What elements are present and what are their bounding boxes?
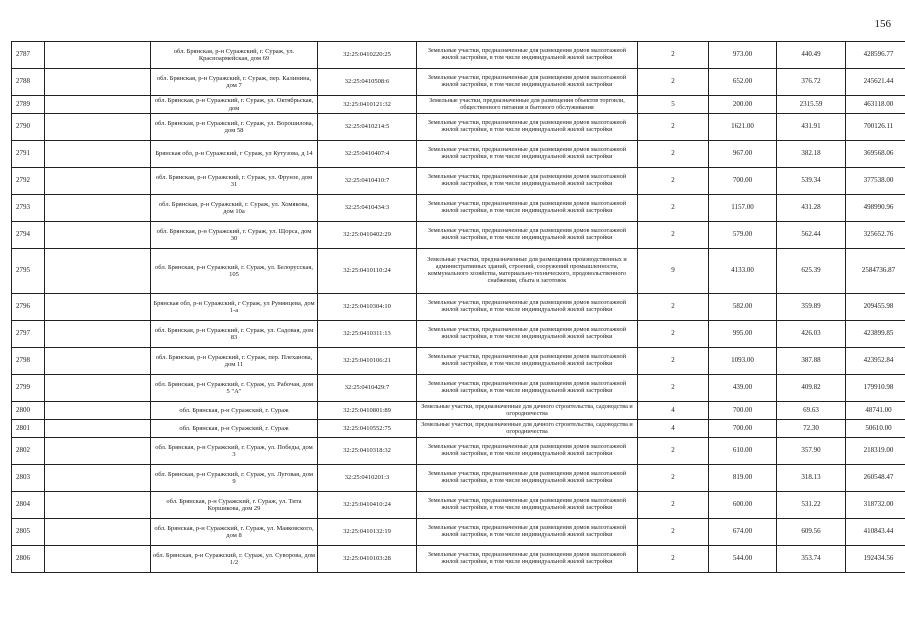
specific-value-cell: 431.28: [777, 195, 846, 222]
empty-cell: [45, 69, 151, 96]
row-number: 2799: [12, 375, 45, 402]
area-cell: 700.00: [709, 402, 777, 420]
land-use-cell: Земельные участки, предназначенные для размещения объектов торговли, общественного питания и бытового обслуживания: [417, 96, 638, 114]
address-cell: Брянская обл, р-н Суражский, г Сураж, ул Румянцева, дом 1-а: [151, 294, 318, 321]
land-use-cell: Земельные участки, предназначенные для размещения домов малоэтажной жилой застройки, в том числе индивидуальной жилой застройки: [417, 69, 638, 96]
table-row: [12, 519, 905, 546]
address-cell: обл. Брянская, р-н Суражский, г. Сураж, ул. Октябрьская, дом: [151, 96, 318, 114]
row-number: 2793: [12, 195, 45, 222]
land-use-cell: Земельные участки, предназначенные для размещения домов малоэтажной жилой застройки, в том числе индивидуальной жилой застройки: [417, 195, 638, 222]
group-cell: 5: [638, 96, 709, 114]
area-cell: 579.00: [709, 222, 777, 249]
row-number: 2803: [12, 465, 45, 492]
group-cell: 2: [638, 222, 709, 249]
empty-cell: [45, 249, 151, 294]
row-number: 2787: [12, 42, 45, 69]
empty-cell: [45, 402, 151, 420]
row-number: 2801: [12, 420, 45, 438]
cadastral-value-cell: 2584736.87: [846, 249, 905, 294]
table-row: [12, 222, 905, 249]
cadastral-value-cell: 318732.00: [846, 492, 905, 519]
row-number: 2804: [12, 492, 45, 519]
area-cell: 700.00: [709, 420, 777, 438]
cadastral-value-cell: 410843.44: [846, 519, 905, 546]
area-cell: 995.00: [709, 321, 777, 348]
land-use-cell: Земельные участки, предназначенные для размещения домов малоэтажной жилой застройки, в том числе индивидуальной жилой застройки: [417, 348, 638, 375]
empty-cell: [45, 492, 151, 519]
table-row: [12, 114, 905, 141]
cadastral-value-cell: 369568.06: [846, 141, 905, 168]
cadastral-value-cell: 377538.00: [846, 168, 905, 195]
empty-cell: [45, 375, 151, 402]
address-cell: обл. Брянская, р-н Суражский, г. Сураж: [151, 402, 318, 420]
area-cell: 4133.00: [709, 249, 777, 294]
area-cell: 652.00: [709, 69, 777, 96]
area-cell: 973.00: [709, 42, 777, 69]
table-row: [12, 546, 905, 573]
land-use-cell: Земельные участки, предназначенные для размещения домов малоэтажной жилой застройки, в том числе индивидуальной жилой застройки: [417, 492, 638, 519]
cadastral-number-cell: 32:25:0410410:7: [318, 168, 417, 195]
specific-value-cell: 353.74: [777, 546, 846, 573]
row-number: 2805: [12, 519, 45, 546]
specific-value-cell: 625.39: [777, 249, 846, 294]
row-number: 2794: [12, 222, 45, 249]
address-cell: обл. Брянская, р-н Суражский, г. Сураж, ул. Белорусская, 105: [151, 249, 318, 294]
row-number: 2797: [12, 321, 45, 348]
specific-value-cell: 609.56: [777, 519, 846, 546]
address-cell: обл. Брянская, р-н Суражский, г. Сураж, ул. Фрунзе, дом 31: [151, 168, 318, 195]
cadastral-number-cell: 32:25:0410106:21: [318, 348, 417, 375]
specific-value-cell: 440.49: [777, 42, 846, 69]
table-row: [12, 168, 905, 195]
table-body: [12, 42, 905, 573]
land-use-cell: Земельные участки, предназначенные для размещения домов малоэтажной жилой застройки, в том числе индивидуальной жилой застройки: [417, 519, 638, 546]
address-cell: обл. Брянская, р-н Суражский, г. Сураж: [151, 420, 318, 438]
row-number: 2800: [12, 402, 45, 420]
land-use-cell: Земельные участки, предназначенные для размещения домов малоэтажной жилой застройки, в том числе индивидуальной жилой застройки: [417, 294, 638, 321]
group-cell: 2: [638, 438, 709, 465]
area-cell: 819.00: [709, 465, 777, 492]
address-cell: обл. Брянская, р-н Суражский, г. Сураж, ул. Тита Коршикова, дом 29: [151, 492, 318, 519]
specific-value-cell: 318.13: [777, 465, 846, 492]
area-cell: 582.00: [709, 294, 777, 321]
land-use-cell: Земельные участки, предназначенные для размещения домов малоэтажной жилой застройки, в том числе индивидуальной жилой застройки: [417, 321, 638, 348]
specific-value-cell: 562.44: [777, 222, 846, 249]
group-cell: 2: [638, 519, 709, 546]
land-use-cell: Земельные участки, предназначенные для размещения домов малоэтажной жилой застройки, в том числе индивидуальной жилой застройки: [417, 375, 638, 402]
group-cell: 2: [638, 114, 709, 141]
cadastral-number-cell: 32:25:0410801:89: [318, 402, 417, 420]
specific-value-cell: 69.63: [777, 402, 846, 420]
area-cell: 1157.00: [709, 195, 777, 222]
address-cell: Брянская обл, р-н Суражский, г Сураж, ул Кутузова, д 14: [151, 141, 318, 168]
table-row: [12, 42, 905, 69]
group-cell: 2: [638, 69, 709, 96]
cadastral-number-cell: 32:25:0410121:32: [318, 96, 417, 114]
row-number: 2792: [12, 168, 45, 195]
empty-cell: [45, 96, 151, 114]
land-use-cell: Земельные участки, предназначенные для дачного строительства, садоводства и огородничества: [417, 420, 638, 438]
area-cell: 700.00: [709, 168, 777, 195]
land-use-cell: Земельные участки, предназначенные для размещения домов малоэтажной жилой застройки, в том числе индивидуальной жилой застройки: [417, 438, 638, 465]
address-cell: обл. Брянская, р-н Суражский, г. Сураж, ул. Щорса, дом 30: [151, 222, 318, 249]
cadastral-number-cell: 32:25:0410402:29: [318, 222, 417, 249]
cadastral-value-cell: 423899.85: [846, 321, 905, 348]
empty-cell: [45, 195, 151, 222]
group-cell: 2: [638, 321, 709, 348]
group-cell: 2: [638, 492, 709, 519]
table-row: [12, 402, 905, 420]
cadastral-number-cell: 32:25:0410132:19: [318, 519, 417, 546]
specific-value-cell: 387.88: [777, 348, 846, 375]
empty-cell: [45, 546, 151, 573]
row-number: 2806: [12, 546, 45, 573]
row-number: 2790: [12, 114, 45, 141]
specific-value-cell: 357.90: [777, 438, 846, 465]
land-use-cell: Земельные участки, предназначенные для размещения домов малоэтажной жилой застройки, в том числе индивидуальной жилой застройки: [417, 42, 638, 69]
area-cell: 439.00: [709, 375, 777, 402]
cadastral-value-cell: 245621.44: [846, 69, 905, 96]
land-use-cell: Земельные участки, предназначенные для размещения домов малоэтажной жилой застройки, в том числе индивидуальной жилой застройки: [417, 465, 638, 492]
row-number: 2802: [12, 438, 45, 465]
table-row: [12, 195, 905, 222]
empty-cell: [45, 114, 151, 141]
empty-cell: [45, 321, 151, 348]
land-use-cell: Земельные участки, предназначенные для размещения домов малоэтажной жилой застройки, в том числе индивидуальной жилой застройки: [417, 222, 638, 249]
row-number: 2791: [12, 141, 45, 168]
address-cell: обл. Брянская, р-н Суражский, г. Сураж, пер. Плеханова, дом 11: [151, 348, 318, 375]
cadastral-value-cell: 498990.96: [846, 195, 905, 222]
group-cell: 4: [638, 420, 709, 438]
cadastral-value-cell: 260548.47: [846, 465, 905, 492]
cadastral-value-cell: 428596.77: [846, 42, 905, 69]
cadastral-value-cell: 48741.00: [846, 402, 905, 420]
cadastral-value-cell: 218319.00: [846, 438, 905, 465]
cadastral-number-cell: 32:25:0410429:7: [318, 375, 417, 402]
cadastral-number-cell: 32:25:0410201:3: [318, 465, 417, 492]
group-cell: 2: [638, 168, 709, 195]
cadastral-number-cell: 32:25:0410304:10: [318, 294, 417, 321]
land-use-cell: Земельные участки, предназначенные для размещения домов малоэтажной жилой застройки, в том числе индивидуальной жилой застройки: [417, 168, 638, 195]
specific-value-cell: 382.18: [777, 141, 846, 168]
specific-value-cell: 409.82: [777, 375, 846, 402]
empty-cell: [45, 141, 151, 168]
group-cell: 2: [638, 42, 709, 69]
cadastral-value-table: [11, 41, 905, 573]
empty-cell: [45, 465, 151, 492]
cadastral-value-cell: 463118.00: [846, 96, 905, 114]
empty-cell: [45, 222, 151, 249]
cadastral-value-cell: 423952.84: [846, 348, 905, 375]
table-row: [12, 420, 905, 438]
table-row: [12, 348, 905, 375]
cadastral-value-cell: 325652.76: [846, 222, 905, 249]
table-row: [12, 69, 905, 96]
group-cell: 2: [638, 294, 709, 321]
cadastral-number-cell: 32:25:0410110:24: [318, 249, 417, 294]
table-row: [12, 321, 905, 348]
cadastral-number-cell: 32:25:0410220:25: [318, 42, 417, 69]
address-cell: обл. Брянская, р-н Суражский, г. Сураж, ул. Рабочая, дом 5 "А": [151, 375, 318, 402]
address-cell: обл. Брянская, р-н Суражский, г. Сураж, ул. Луговая, дом 9: [151, 465, 318, 492]
empty-cell: [45, 420, 151, 438]
group-cell: 2: [638, 546, 709, 573]
empty-cell: [45, 519, 151, 546]
table-row: [12, 438, 905, 465]
specific-value-cell: 431.91: [777, 114, 846, 141]
cadastral-number-cell: 32:25:0410318:32: [318, 438, 417, 465]
table-row: [12, 492, 905, 519]
area-cell: 544.00: [709, 546, 777, 573]
land-use-cell: Земельные участки, предназначенные для размещения производственных и административных зданий, строений, сооружений промышленности, коммунального хозяйства, материально-технического, продовольственного снабжения, сбыта и заготовок: [417, 249, 638, 294]
land-use-cell: Земельные участки, предназначенные для дачного строительства, садоводства и огородничества: [417, 402, 638, 420]
specific-value-cell: 359.89: [777, 294, 846, 321]
cadastral-value-cell: 179910.98: [846, 375, 905, 402]
address-cell: обл. Брянская, р-н Суражский, г. Сураж, ул. Хомякова, дом 10а: [151, 195, 318, 222]
specific-value-cell: 426.03: [777, 321, 846, 348]
group-cell: 9: [638, 249, 709, 294]
cadastral-number-cell: 32:25:0410410:24: [318, 492, 417, 519]
group-cell: 2: [638, 348, 709, 375]
table-row: [12, 141, 905, 168]
area-cell: 600.00: [709, 492, 777, 519]
cadastral-value-cell: 700126.11: [846, 114, 905, 141]
specific-value-cell: 72.30: [777, 420, 846, 438]
empty-cell: [45, 348, 151, 375]
address-cell: обл. Брянская, р-н Суражский, г. Сураж, ул. Суворова, дом 1/2: [151, 546, 318, 573]
row-number: 2798: [12, 348, 45, 375]
area-cell: 967.00: [709, 141, 777, 168]
address-cell: обл. Брянская, р-н Суражский, г. Сураж, пер. Калинина, дом 7: [151, 69, 318, 96]
cadastral-value-cell: 209455.98: [846, 294, 905, 321]
empty-cell: [45, 168, 151, 195]
specific-value-cell: 2315.59: [777, 96, 846, 114]
land-use-cell: Земельные участки, предназначенные для размещения домов малоэтажной жилой застройки, в том числе индивидуальной жилой застройки: [417, 114, 638, 141]
address-cell: обл. Брянская, р-н Суражский, г. Сураж, ул. Победы, дом 3: [151, 438, 318, 465]
address-cell: обл. Брянская, р-н Суражский, г. Сураж, ул. Красноармейская, дом 69: [151, 42, 318, 69]
group-cell: 2: [638, 375, 709, 402]
group-cell: 2: [638, 465, 709, 492]
table-row: [12, 96, 905, 114]
cadastral-number-cell: 32:25:0410214:5: [318, 114, 417, 141]
specific-value-cell: 531.22: [777, 492, 846, 519]
area-cell: 1093.00: [709, 348, 777, 375]
row-number: 2788: [12, 69, 45, 96]
table-row: [12, 249, 905, 294]
specific-value-cell: 376.72: [777, 69, 846, 96]
cadastral-number-cell: 32:25:0410311:13: [318, 321, 417, 348]
area-cell: 610.00: [709, 438, 777, 465]
table-row: [12, 465, 905, 492]
land-use-cell: Земельные участки, предназначенные для размещения домов малоэтажной жилой застройки, в том числе индивидуальной жилой застройки: [417, 141, 638, 168]
cadastral-number-cell: 32:25:0410552:75: [318, 420, 417, 438]
cadastral-number-cell: 32:25:0410407:4: [318, 141, 417, 168]
cadastral-value-cell: 50610.00: [846, 420, 905, 438]
area-cell: 674.00: [709, 519, 777, 546]
row-number: 2796: [12, 294, 45, 321]
row-number: 2795: [12, 249, 45, 294]
empty-cell: [45, 438, 151, 465]
empty-cell: [45, 42, 151, 69]
cadastral-number-cell: 32:25:0410434:3: [318, 195, 417, 222]
address-cell: обл. Брянская, р-н Суражский, г. Сураж, ул. Маяковского, дом 8: [151, 519, 318, 546]
specific-value-cell: 539.34: [777, 168, 846, 195]
area-cell: 1621.00: [709, 114, 777, 141]
group-cell: 2: [638, 141, 709, 168]
table-row: [12, 294, 905, 321]
group-cell: 4: [638, 402, 709, 420]
group-cell: 2: [638, 195, 709, 222]
cadastral-value-cell: 192434.56: [846, 546, 905, 573]
empty-cell: [45, 294, 151, 321]
cadastral-number-cell: 32:25:0410103:28: [318, 546, 417, 573]
address-cell: обл. Брянская, р-н Суражский, г. Сураж, ул. Ворошилова, дом 58: [151, 114, 318, 141]
area-cell: 200.00: [709, 96, 777, 114]
page-number: 156: [874, 18, 891, 30]
address-cell: обл. Брянская, р-н Суражский, г. Сураж, ул. Садовая, дом 83: [151, 321, 318, 348]
row-number: 2789: [12, 96, 45, 114]
land-use-cell: Земельные участки, предназначенные для размещения домов малоэтажной жилой застройки, в том числе индивидуальной жилой застройки: [417, 546, 638, 573]
cadastral-number-cell: 32:25:0410508:6: [318, 69, 417, 96]
table-row: [12, 375, 905, 402]
